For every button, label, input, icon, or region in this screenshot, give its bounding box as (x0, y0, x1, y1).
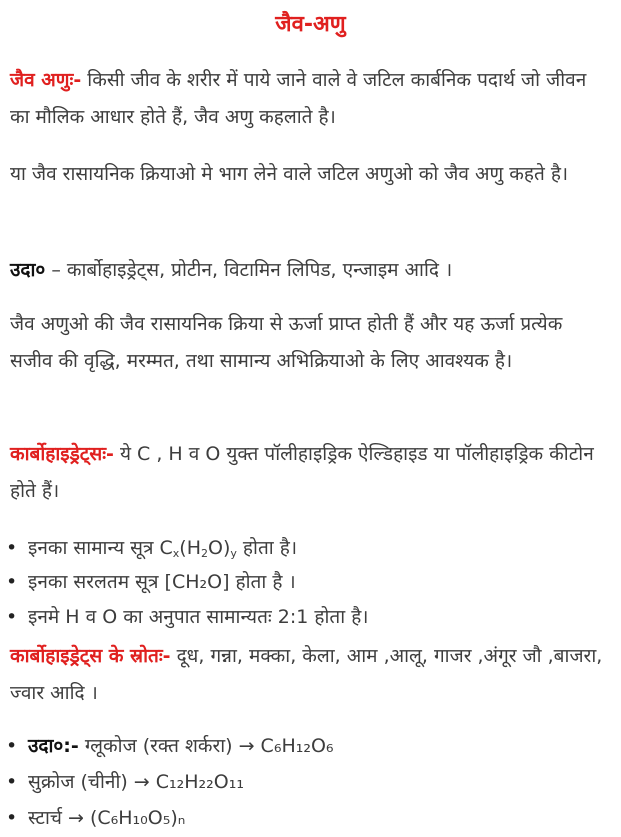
glucose-text: ग्लूकोज (रक्त शर्करा) → C₆H₁₂O₆ (78, 735, 334, 757)
formula-suffix: होता है। (236, 537, 298, 559)
bullet-icon: • (6, 735, 18, 757)
definition-paragraph (10, 62, 610, 136)
energy-paragraph: जैव अणुओ की जैव रासायनिक क्रिया से ऊर्जा प्राप्त होती हैं और यह ऊर्जा प्रत्येक सजीव की वृद्धि, मरम्मत, तथा सामान्य अभिक्रियाओ के लिए आवश्यक है। (10, 313, 563, 372)
simplest-formula-text: इनका सरलतम सूत्र [CH₂O] होता है । (28, 571, 296, 593)
list-item-sucrose (6, 767, 611, 797)
bullet-icon: • (6, 606, 18, 628)
sources-paragraph (10, 638, 610, 712)
carbohydrate-label: कार्बोहाइड्रेट्सः- (10, 443, 114, 465)
page-title: जैव-अणु (275, 12, 346, 37)
definition-text: किसी जीव के शरीर में पाये जाने वाले वे जटिल कार्बनिक पदार्थ जो जीवन का मौलिक आधार होते हैं, जैव अणु कहलाते है। (10, 69, 587, 128)
list-item-glucose (6, 731, 611, 761)
definition-alt-paragraph: या जैव रासायनिक क्रियाओ मे भाग लेने वाले जटिल अणुओ को जैव अणु कहते है। (10, 163, 569, 185)
example2-label: उदा०:- (28, 735, 79, 757)
example-label: उदा० (10, 259, 46, 281)
formula-text: इनका सामान्य सूत्र C (28, 537, 173, 559)
formula-sub-x: x (172, 547, 180, 560)
sources-text: दूध, गन्ना, मक्का, केला, आम ,आलू, गाजर ,अंगूर जौ ,बाजरा, ज्वार आदि । (10, 645, 603, 704)
list-item-simplest-formula (6, 567, 611, 597)
carbohydrate-text: ये C , H व O युक्त पॉलीहाइड्रिक ऐल्डिहाइड या पॉलीहाइड्रिक कीटोन होते हैं। (10, 443, 594, 502)
ratio-text: इनमे H व O का अनुपात सामान्यतः 2:1 होता है। (28, 606, 369, 628)
bullet-icon: • (6, 771, 18, 793)
definition-label: जैव अणुः- (10, 69, 82, 91)
sucrose-text: सुक्रोज (चीनी) → C₁₂H₂₂O₁₁ (28, 771, 244, 793)
list-item-general-formula (6, 533, 611, 569)
example-text: – कार्बोहाइड्रेट्स, प्रोटीन, विटामिन लिपिड, एन्जाइम आदि । (45, 259, 453, 281)
carbohydrate-definition (10, 436, 610, 510)
bullet-icon: • (6, 807, 18, 829)
bullet-icon: • (6, 537, 18, 559)
formula-text-o: O) (208, 537, 231, 559)
sources-label: कार्बोहाइड्रेट्स के स्रोतः- (10, 645, 171, 667)
starch-text: स्टार्च → (C₆H₁₀O₅)ₙ (28, 807, 186, 829)
list-item-starch (6, 803, 611, 833)
formula-text-h: (H (179, 537, 201, 559)
bullet-icon: • (6, 571, 18, 593)
list-item-ratio (6, 602, 611, 632)
formula-sub-2: 2 (201, 547, 208, 560)
formula-sub-y: y (230, 547, 237, 560)
example-paragraph (10, 252, 610, 289)
